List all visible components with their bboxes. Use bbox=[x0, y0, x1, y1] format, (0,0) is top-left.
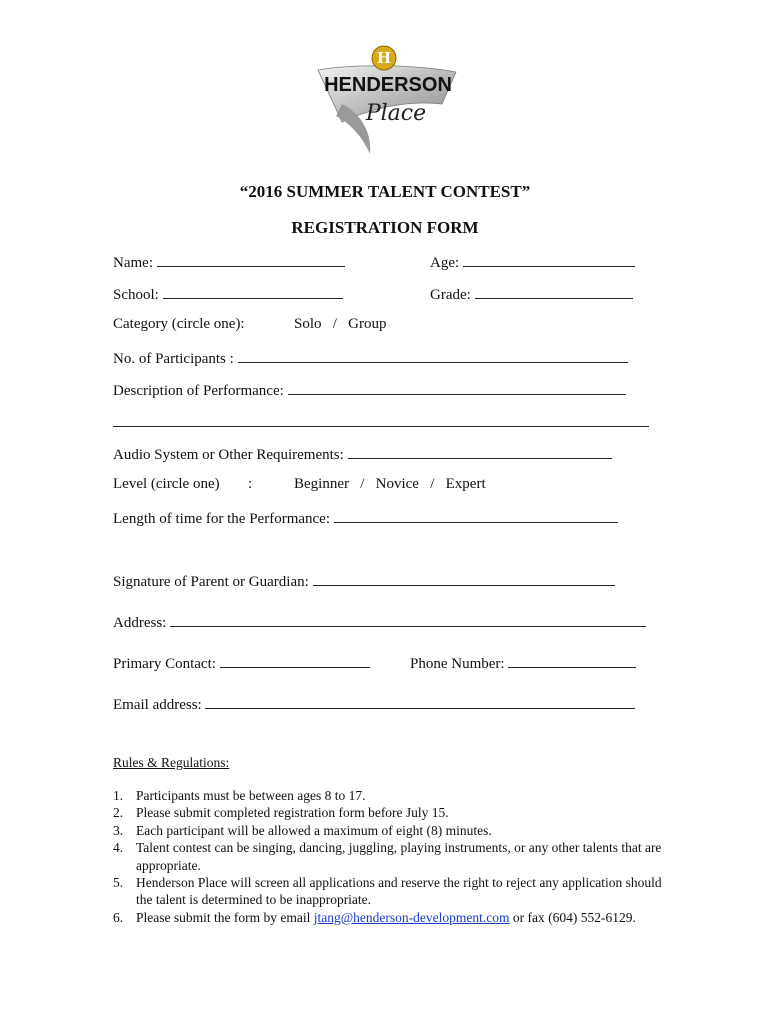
grade-label: Grade: bbox=[430, 287, 471, 303]
email-row bbox=[113, 694, 635, 714]
list-item-number: 3. bbox=[113, 822, 124, 838]
list-item bbox=[113, 822, 673, 839]
email-link[interactable]: jtang@henderson-development.com bbox=[313, 909, 510, 925]
address-label: Address: bbox=[113, 615, 167, 631]
list-item-text: Each participant will be allowed a maximum of eight (8) minutes. bbox=[136, 822, 492, 838]
length-field[interactable] bbox=[334, 508, 618, 523]
description-label: Description of Performance: bbox=[113, 383, 284, 399]
phone-field[interactable] bbox=[508, 653, 636, 668]
list-item bbox=[113, 804, 673, 821]
rules-list bbox=[113, 787, 673, 926]
level-options[interactable]: Beginner / Novice / Expert bbox=[294, 476, 486, 492]
phone-label: Phone Number: bbox=[410, 656, 505, 672]
contact-field[interactable] bbox=[220, 653, 370, 668]
list-item bbox=[113, 839, 673, 874]
list-item bbox=[113, 909, 673, 926]
logo-letter: H bbox=[376, 49, 392, 67]
name-row bbox=[113, 252, 345, 272]
form-title: “2016 SUMMER TALENT CONTEST” bbox=[239, 182, 531, 201]
email-field[interactable] bbox=[205, 694, 635, 709]
address-field[interactable] bbox=[170, 612, 646, 627]
description-row bbox=[113, 380, 626, 400]
rules-heading-text: Rules & Regulations bbox=[113, 755, 226, 770]
signature-row bbox=[113, 571, 615, 591]
rules-heading-colon: : bbox=[225, 755, 230, 770]
signature-label: Signature of Parent or Guardian: bbox=[113, 574, 309, 590]
list-item-text: Talent contest can be singing, dancing, juggling, playing instruments, or any other talents that are appropriate. bbox=[136, 840, 662, 873]
email-label: Email address: bbox=[113, 697, 202, 713]
list-item-number: 6. bbox=[113, 909, 124, 925]
description-field-line-2[interactable] bbox=[113, 412, 649, 427]
participants-label: No. of Participants : bbox=[113, 351, 234, 367]
audio-field[interactable] bbox=[348, 444, 612, 459]
contact-label: Primary Contact: bbox=[113, 656, 216, 672]
description-continuation bbox=[113, 412, 649, 432]
length-row bbox=[113, 508, 618, 528]
phone-row bbox=[410, 653, 636, 673]
level-row bbox=[113, 476, 220, 493]
list-item-number: 4. bbox=[113, 840, 124, 856]
address-row bbox=[113, 612, 646, 632]
list-item-number: 1. bbox=[113, 788, 124, 803]
list-item-text: Henderson Place will screen all applications and reserve the right to reject any application should the talent is determined to be inappropriate. bbox=[136, 875, 662, 908]
contact-row bbox=[113, 653, 370, 673]
description-field[interactable] bbox=[288, 380, 626, 395]
audio-label: Audio System or Other Requirements: bbox=[113, 447, 344, 463]
list-item-number: 5. bbox=[113, 875, 124, 891]
grade-row bbox=[430, 284, 633, 304]
list-item-text-before: Please submit the form by email bbox=[136, 909, 314, 925]
name-field[interactable] bbox=[157, 252, 345, 267]
school-field[interactable] bbox=[163, 284, 343, 299]
category-label: Category (circle one): bbox=[113, 316, 245, 332]
list-item-text: Participants must be between ages 8 to 17. bbox=[136, 788, 366, 803]
rules-heading bbox=[113, 755, 229, 771]
list-item-number: 2. bbox=[113, 805, 124, 821]
participants-row bbox=[113, 348, 628, 368]
school-label: School: bbox=[113, 287, 159, 303]
logo-name-top: HENDERSON bbox=[324, 74, 452, 96]
level-label: Level (circle one) bbox=[113, 476, 220, 492]
name-label: Name: bbox=[113, 255, 153, 271]
form-subtitle: REGISTRATION FORM bbox=[291, 218, 479, 237]
list-item-text: Please submit completed registration form before July 15. bbox=[136, 805, 449, 821]
audio-row bbox=[113, 444, 612, 464]
grade-field[interactable] bbox=[475, 284, 633, 299]
school-row bbox=[113, 284, 343, 304]
list-item bbox=[113, 874, 673, 909]
age-row bbox=[430, 252, 635, 272]
category-options[interactable]: Solo / Group bbox=[294, 316, 387, 332]
signature-field[interactable] bbox=[313, 571, 615, 586]
level-colon: : bbox=[248, 476, 253, 492]
length-label: Length of time for the Performance: bbox=[113, 511, 331, 527]
list-item-text-after: or fax (604) 552-6129. bbox=[509, 909, 636, 925]
age-field[interactable] bbox=[463, 252, 635, 267]
category-row bbox=[113, 316, 245, 333]
list-item bbox=[113, 787, 673, 804]
age-label: Age: bbox=[430, 255, 460, 271]
logo-name-script: Place bbox=[365, 101, 427, 126]
participants-field[interactable] bbox=[238, 348, 628, 363]
henderson-place-logo bbox=[312, 44, 462, 156]
